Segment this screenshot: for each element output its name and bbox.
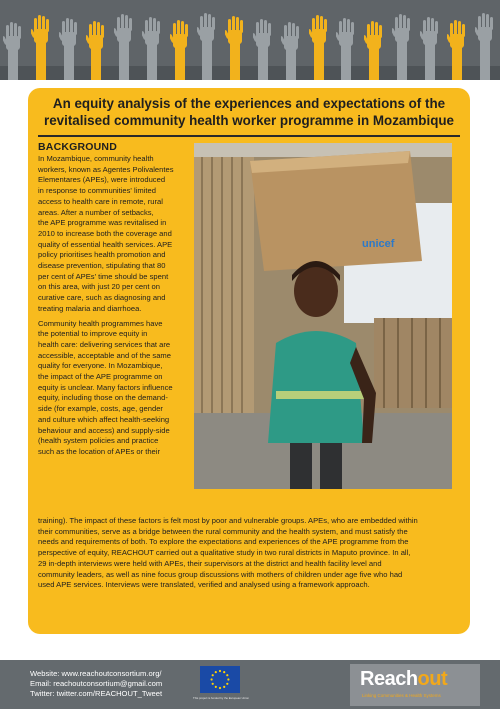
- text-line: policy prioritises health promotion and: [38, 250, 166, 260]
- text-line: on this area, with just 20 per cent on: [38, 282, 160, 292]
- text-line: accessible, acceptable and of the same: [38, 350, 171, 360]
- eu-funding-note: This project is funded by the European Union: [193, 696, 249, 700]
- fence: [374, 318, 452, 408]
- text-line: side (for example, costs, age, gender: [38, 404, 163, 414]
- text-line: quality for everyone. In Mozambique,: [38, 361, 163, 371]
- raised-hand-icon: [86, 21, 106, 80]
- website-link[interactable]: Website: www.reachoutconsortium.org/: [30, 669, 162, 678]
- text-line: per cent of APEs' time should be spent: [38, 271, 169, 281]
- text-line: equity is unclear. Many factors influence: [38, 382, 173, 392]
- raised-hand-icon: [170, 20, 190, 80]
- title-line: An equity analysis of the experiences and expectations of the: [52, 96, 446, 111]
- text-line: 29 in-depth interviews were held with APEs, their supervisors at the district and health facility level and: [38, 558, 382, 568]
- text-line: workers, known as Agentes Polivalentes: [38, 164, 174, 174]
- text-line: access to health care in remote, rural: [38, 196, 163, 206]
- text-line: health care: delivering services that are: [38, 339, 171, 349]
- raised-hand-icon: [114, 14, 134, 80]
- poster-title: [42, 95, 456, 129]
- raised-hand-icon: [31, 15, 51, 80]
- text-line: Elementares (APEs), were introduced: [38, 175, 166, 185]
- text-line: in response to communities' limited: [38, 186, 156, 196]
- background-column: [38, 154, 196, 462]
- raised-hand-icon: [281, 22, 301, 80]
- footer-bar: [0, 660, 500, 709]
- text-line: and culture which affect health-seeking: [38, 414, 170, 424]
- text-line: needs and requirements of both. To explore the expectations and experiences of the APE programme from the: [38, 537, 409, 547]
- box-label: unicef: [362, 238, 395, 250]
- logo-tagline: Linking Communities & Health Systems: [362, 693, 441, 698]
- background-continued: [38, 516, 463, 591]
- head: [294, 265, 338, 317]
- text-line: training). The impact of these factors is felt most by poor and vulnerable groups. APEs, who are embedded within: [38, 516, 418, 525]
- raised-hand-icon: [336, 18, 356, 80]
- legs: [290, 443, 312, 489]
- raised-hand-icon: [142, 17, 162, 80]
- text-line: 2010 to increase both the coverage and: [38, 228, 172, 238]
- text-line: curative care, such as diagnosing and: [38, 293, 166, 303]
- text-line: the APE programme was revitalised in: [38, 218, 167, 228]
- title-line: revitalised community health worker programme in Mozambique: [44, 113, 454, 128]
- raised-hand-icon: [420, 17, 440, 80]
- text-line: areas. After a number of setbacks,: [38, 207, 154, 217]
- text-line: treating malaria and diarrhoea.: [38, 303, 142, 313]
- logo-wordmark: [360, 668, 447, 691]
- contact-info: [30, 669, 162, 700]
- text-line: behaviour and access) and supply-side: [38, 425, 170, 435]
- reflective-stripe: [276, 391, 364, 399]
- twitter-link[interactable]: Twitter: twitter.com/REACHOUT_Tweet: [30, 689, 163, 699]
- email-link[interactable]: Email: reachoutconsortium@gmail.com: [30, 679, 163, 689]
- raised-hand-icon: [253, 19, 273, 80]
- text-line: In Mozambique, community health: [38, 154, 154, 163]
- raised-hand-icon: [392, 14, 412, 80]
- text-line: used APE services. Interviews were translated, verified and analysed using a framework approach.: [38, 580, 370, 590]
- raised-hand-icon: [197, 13, 217, 80]
- text-line: their communities, serve as a bridge between the rural community and the health system, and must satisfy the: [38, 526, 408, 536]
- section-heading: BACKGROUND: [38, 141, 117, 153]
- paragraph-1: [38, 154, 196, 315]
- text-line: the impact of the APE programme on: [38, 372, 163, 382]
- health-worker-photo: [194, 143, 452, 489]
- logo-part-1: Reach: [360, 668, 418, 690]
- raised-hand-icon: [225, 16, 245, 80]
- raised-hand-icon: [3, 22, 23, 80]
- raised-hand-icon: [309, 15, 329, 80]
- raised-hand-icon: [447, 20, 467, 80]
- text-line: perspective of equity, REACHOUT carried out a qualitative study in two rural districts in Maputo province. In all,: [38, 548, 411, 558]
- text-line: the potential to improve equity in: [38, 329, 148, 339]
- photo-illustration: [194, 143, 452, 489]
- text-line: Community health programmes have: [38, 318, 163, 328]
- header-banner: [0, 0, 500, 80]
- logo-part-2: out: [417, 668, 448, 690]
- title-divider: [38, 135, 460, 137]
- text-line: (health system policies and practice: [38, 436, 159, 446]
- green-vest: [268, 331, 364, 443]
- paragraph-2: [38, 319, 196, 458]
- reachout-logo[interactable]: [350, 664, 480, 706]
- raised-hand-icon: [59, 18, 79, 80]
- poster-panel: [28, 88, 470, 634]
- text-line: community leaders, as well as nine focus group discussions with mothers of children under age five who had: [38, 569, 403, 579]
- raised-hand-icon: [475, 13, 495, 80]
- raised-hand-icon: [364, 21, 384, 80]
- text-line: disease prevention, stipulating that 80: [38, 261, 166, 271]
- text-line: quality of essential health services. APE: [38, 239, 173, 249]
- text-line: equity, including those on the demand-: [38, 393, 168, 403]
- text-line: such as the location of APEs or their: [38, 446, 160, 456]
- eu-flag-icon: [200, 666, 240, 693]
